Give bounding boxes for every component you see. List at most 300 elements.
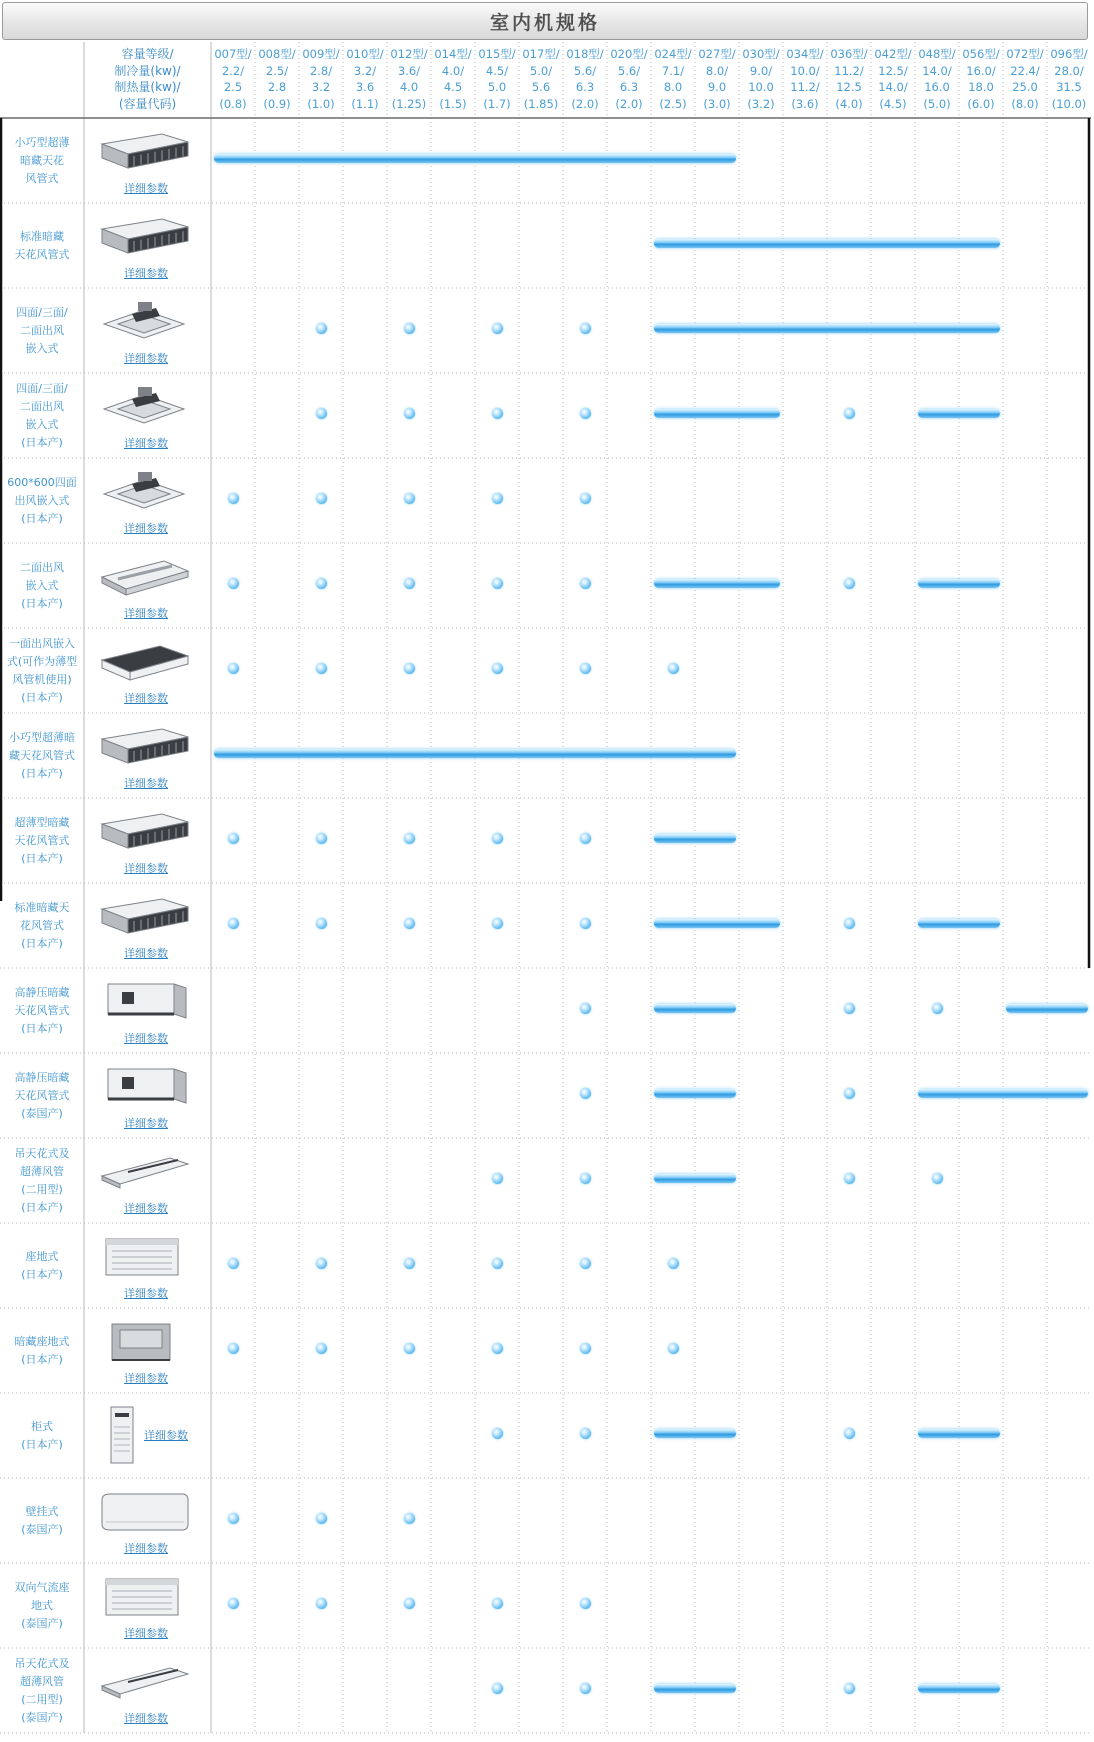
- availability-range-bar: [654, 1174, 736, 1183]
- availability-range-bar: [1006, 1004, 1088, 1013]
- detail-params-link[interactable]: 详细参数: [124, 1712, 168, 1725]
- row-name-line: 壁挂式: [25, 1504, 59, 1518]
- header-model: 048型/: [918, 47, 956, 61]
- row-name-line: 天花风管式: [14, 833, 70, 847]
- row-name-line: 小巧型超薄暗: [9, 730, 75, 744]
- availability-dot: [316, 1258, 327, 1269]
- header-model: 010型/: [346, 47, 384, 61]
- availability-dot: [228, 918, 239, 929]
- header-col-036型: [827, 46, 871, 112]
- header-model: 014型/: [434, 47, 472, 61]
- row-name-line: 吊天花式及: [14, 1146, 70, 1160]
- row-name-1: [0, 203, 84, 288]
- header-model: 018型/: [566, 47, 604, 61]
- floor-standing-icon: [98, 1237, 192, 1279]
- header-cool: 3.6/: [397, 63, 421, 78]
- availability-dot: [668, 1258, 679, 1269]
- product-thumbnail: [84, 883, 211, 968]
- header-col-096型: [1047, 46, 1091, 112]
- availability-dot: [492, 408, 503, 419]
- availability-dot: [228, 578, 239, 589]
- availability-dot: [404, 1598, 415, 1609]
- page-title: 室内机规格: [489, 11, 600, 34]
- ducted-unit-icon: [98, 132, 192, 174]
- header-heat: 11.2/: [790, 80, 820, 94]
- header-heat: 5.0: [487, 80, 507, 94]
- availability-dot: [316, 833, 327, 844]
- availability-dot: [404, 408, 415, 419]
- availability-dot: [492, 1173, 503, 1184]
- header-heat: 25.0: [1012, 80, 1038, 94]
- header-code: (3.0): [703, 96, 731, 111]
- header-heat: 5.6: [531, 80, 551, 94]
- product-thumbnail: [84, 203, 211, 288]
- row-name-line: 超薄风管: [20, 1164, 64, 1178]
- header-col-020型: [607, 46, 651, 112]
- row-name-12: [0, 1138, 84, 1223]
- detail-params-link[interactable]: 详细参数: [124, 1627, 168, 1640]
- detail-params-link[interactable]: 详细参数: [124, 1287, 168, 1300]
- header-col-007型: [211, 46, 255, 112]
- availability-dot: [404, 578, 415, 589]
- availability-dot: [668, 1343, 679, 1354]
- detail-params-link[interactable]: 详细参数: [124, 1202, 168, 1215]
- availability-dot: [492, 1428, 503, 1439]
- availability-range-bar: [654, 1429, 736, 1438]
- row-name-line: (日本产): [21, 1352, 63, 1366]
- row-name-line: 暗藏座地式: [14, 1334, 70, 1348]
- availability-dot: [492, 918, 503, 929]
- availability-range-bar: [654, 239, 1000, 248]
- header-heat: 10.0: [748, 80, 774, 94]
- row-name-line: 超薄型暗藏: [14, 815, 70, 829]
- header-code: (1.0): [307, 96, 335, 111]
- ducted-unit-icon: [98, 217, 192, 259]
- availability-dot: [316, 918, 327, 929]
- header-heat: 12.5: [836, 80, 862, 94]
- row-name-line: (二用型): [21, 1182, 63, 1196]
- row-name-line: 吊天花式及: [14, 1656, 70, 1670]
- availability-dot: [316, 493, 327, 504]
- high-static-ducted-icon: [98, 1067, 192, 1109]
- availability-dot: [228, 663, 239, 674]
- header-code: (2.0): [571, 96, 599, 111]
- ducted-unit-icon: [98, 897, 192, 939]
- header-col-027型: [695, 46, 739, 112]
- row-name-6: [0, 628, 84, 713]
- header-heat: 31.5: [1056, 80, 1082, 94]
- header-code: (6.0): [967, 96, 995, 111]
- header-cool: 11.2/: [834, 63, 864, 78]
- row-name-9: [0, 883, 84, 968]
- row-name-line: 出风嵌入式: [14, 493, 70, 507]
- header-heat: 3.6: [355, 80, 375, 94]
- header-col-008型: [255, 46, 299, 112]
- product-thumbnail: [84, 118, 211, 203]
- detail-params-link[interactable]: 详细参数: [124, 777, 168, 790]
- availability-dot: [580, 833, 591, 844]
- row-name-line: 标准暗藏: [20, 229, 64, 243]
- product-thumbnail: [84, 373, 211, 458]
- availability-range-bar: [654, 579, 780, 588]
- row-name-5: [0, 543, 84, 628]
- availability-range-bar: [654, 1004, 736, 1013]
- header-col-056型: [959, 46, 1003, 112]
- header-model: 056型/: [962, 47, 1000, 61]
- header-col-024型: [651, 46, 695, 112]
- product-thumbnail: [84, 1308, 211, 1393]
- header-col-030型: [739, 46, 783, 112]
- header-model: 012型/: [390, 47, 428, 61]
- header-heat: 9.0: [707, 80, 727, 94]
- header-cool: 4.5/: [485, 63, 509, 78]
- header-heat: 2.8: [267, 80, 287, 94]
- row-name-line: 双向气流座: [14, 1580, 70, 1594]
- availability-dot: [404, 493, 415, 504]
- row-name-line: 二面出风: [20, 399, 64, 413]
- cassette-unit-icon: [98, 302, 192, 344]
- row-name-line: 地式: [31, 1598, 53, 1612]
- header-code: (1.7): [483, 96, 511, 111]
- availability-dot: [580, 1258, 591, 1269]
- row-name-line: (日本产): [21, 1200, 63, 1214]
- row-name-line: 天花风管式: [14, 247, 70, 261]
- header-cool: 2.2/: [221, 63, 245, 78]
- product-thumbnail: [84, 1138, 211, 1223]
- detail-params-link[interactable]: 详细参数: [124, 267, 168, 280]
- detail-params-link[interactable]: 详细参数: [124, 1372, 168, 1385]
- row-name-line: 嵌入式: [25, 578, 59, 592]
- row-name-line: (日本产): [21, 936, 63, 950]
- two-way-cassette-icon: [98, 557, 192, 599]
- availability-range-bar: [654, 919, 780, 928]
- header-col-009型: [299, 46, 343, 112]
- availability-dot: [844, 408, 855, 419]
- row-name-3: [0, 373, 84, 458]
- row-name-line: (泰国产): [21, 1106, 63, 1120]
- product-thumbnail: [84, 1648, 211, 1733]
- detail-params-link[interactable]: 详细参数: [124, 522, 168, 535]
- row-name-line: 藏天花风管式: [9, 748, 75, 762]
- row-name-17: [0, 1563, 84, 1648]
- availability-range-bar: [918, 1429, 1000, 1438]
- row-name-line: 座地式: [25, 1249, 59, 1263]
- row-name-line: 四面/三面/: [16, 305, 68, 319]
- row-name-0: [0, 118, 84, 203]
- product-thumbnail: [84, 1393, 211, 1478]
- header-label-line: 制冷量(kw)/: [114, 63, 181, 78]
- availability-dot: [844, 918, 855, 929]
- availability-dot: [492, 1258, 503, 1269]
- availability-dot: [492, 493, 503, 504]
- ceiling-suspended-icon: [98, 1662, 192, 1704]
- row-name-line: (日本产): [21, 511, 63, 525]
- ducted-unit-icon: [98, 812, 192, 854]
- header-code: (8.0): [1011, 96, 1039, 111]
- cassette-unit-icon: [98, 472, 192, 514]
- row-name-line: 式(可作为薄型: [6, 654, 78, 668]
- availability-dot: [492, 833, 503, 844]
- availability-dot: [580, 1683, 591, 1694]
- header-code: (1.5): [439, 96, 467, 111]
- availability-dot: [228, 493, 239, 504]
- header-heat: 4.0: [399, 80, 419, 94]
- availability-dot: [668, 663, 679, 674]
- availability-dot: [580, 493, 591, 504]
- availability-dot: [932, 1173, 943, 1184]
- header-model: 034型/: [786, 47, 824, 61]
- header-label-line: 制热量(kw)/: [114, 80, 181, 94]
- header-code: (10.0): [1051, 96, 1087, 111]
- row-name-line: (二用型): [21, 1692, 63, 1706]
- availability-dot: [316, 1343, 327, 1354]
- header-cool: 4.0/: [441, 63, 465, 78]
- header-model: 020型/: [610, 47, 648, 61]
- wall-mounted-icon: [98, 1492, 192, 1534]
- row-name-line: 二面出风: [20, 323, 64, 337]
- header-capacity-label: [84, 46, 211, 112]
- row-name-line: (日本产): [21, 851, 63, 865]
- availability-dot: [492, 1683, 503, 1694]
- header-model: 017型/: [522, 47, 560, 61]
- detail-params-link[interactable]: 详细参数: [124, 862, 168, 875]
- row-name-7: [0, 713, 84, 798]
- header-col-072型: [1003, 46, 1047, 112]
- header-code: (1.85): [523, 96, 559, 111]
- availability-dot: [580, 408, 591, 419]
- availability-dot: [580, 1088, 591, 1099]
- row-name-line: 天花风管式: [14, 1003, 70, 1017]
- row-name-line: 高静压暗藏: [14, 985, 70, 999]
- header-model: 027型/: [698, 47, 736, 61]
- row-name-line: (日本产): [21, 596, 63, 610]
- detail-params-link[interactable]: 详细参数: [124, 1032, 168, 1045]
- one-way-cassette-icon: [98, 642, 192, 684]
- row-name-line: (泰国产): [21, 1616, 63, 1630]
- availability-dot: [844, 1173, 855, 1184]
- row-name-line: 天花风管式: [14, 1088, 70, 1102]
- header-cool: 5.6/: [617, 63, 641, 78]
- availability-dot: [492, 663, 503, 674]
- availability-range-bar: [918, 579, 1000, 588]
- availability-dot: [932, 1003, 943, 1014]
- header-cool: 3.2/: [353, 63, 377, 78]
- row-name-line: 一面出风嵌入: [9, 636, 75, 650]
- row-name-line: 二面出风: [20, 560, 64, 574]
- header-cool: 12.5/: [878, 63, 908, 78]
- header-col-014型: [431, 46, 475, 112]
- availability-dot: [316, 578, 327, 589]
- availability-dot: [228, 833, 239, 844]
- header-model: 096型/: [1050, 47, 1088, 61]
- row-name-16: [0, 1478, 84, 1563]
- row-name-4: [0, 458, 84, 543]
- detail-params-link[interactable]: 详细参数: [124, 1117, 168, 1130]
- header-heat: 14.0/: [878, 80, 908, 94]
- detail-params-link[interactable]: 详细参数: [124, 352, 168, 365]
- detail-params-link[interactable]: 详细参数: [124, 1542, 168, 1555]
- row-name-line: 600*600四面: [7, 475, 77, 489]
- row-name-line: 高静压暗藏: [14, 1070, 70, 1084]
- availability-range-bar: [654, 324, 1000, 333]
- availability-range-bar: [654, 409, 780, 418]
- header-model: 007型/: [214, 47, 252, 61]
- availability-dot: [228, 1343, 239, 1354]
- availability-range-bar: [654, 1089, 736, 1098]
- header-model: 008型/: [258, 47, 296, 61]
- header-heat: 2.5: [223, 80, 243, 94]
- availability-dot: [580, 663, 591, 674]
- availability-dot: [316, 1598, 327, 1609]
- availability-dot: [580, 1173, 591, 1184]
- row-name-line: (日本产): [21, 435, 63, 449]
- row-name-10: [0, 968, 84, 1053]
- header-label-line: 容量等级/: [121, 47, 174, 61]
- row-name-line: 嵌入式: [25, 417, 59, 431]
- availability-dot: [404, 323, 415, 334]
- availability-dot: [228, 1258, 239, 1269]
- row-name-line: (泰国产): [21, 1522, 63, 1536]
- header-model: 030型/: [742, 47, 780, 61]
- availability-dot: [228, 1598, 239, 1609]
- cassette-unit-icon: [98, 387, 192, 429]
- availability-dot: [404, 1513, 415, 1524]
- row-name-13: [0, 1223, 84, 1308]
- header-col-042型: [871, 46, 915, 112]
- header-code: (1.25): [391, 96, 427, 111]
- availability-dot: [492, 1598, 503, 1609]
- row-name-line: (日本产): [21, 1021, 63, 1035]
- header-cool: 28.0/: [1054, 63, 1084, 78]
- product-thumbnail: [84, 458, 211, 543]
- header-model: 009型/: [302, 47, 340, 61]
- product-thumbnail: [84, 1223, 211, 1308]
- product-thumbnail: [84, 628, 211, 713]
- floor-standing-icon: [98, 1577, 192, 1619]
- header-col-048型: [915, 46, 959, 112]
- product-thumbnail: [84, 713, 211, 798]
- availability-dot: [580, 578, 591, 589]
- header-code: (1.1): [351, 96, 379, 111]
- availability-dot: [492, 323, 503, 334]
- availability-dot: [404, 918, 415, 929]
- availability-dot: [404, 833, 415, 844]
- availability-dot: [316, 663, 327, 674]
- row-name-line: 柜式: [31, 1419, 53, 1433]
- header-cool: 22.4/: [1010, 63, 1040, 78]
- availability-range-bar: [918, 919, 1000, 928]
- availability-dot: [316, 1513, 327, 1524]
- row-name-line: 小巧型超薄: [14, 135, 70, 149]
- availability-range-bar: [654, 834, 736, 843]
- row-name-11: [0, 1053, 84, 1138]
- header-code: (0.8): [219, 96, 247, 111]
- detail-params-link[interactable]: 详细参数: [124, 607, 168, 620]
- detail-params-link[interactable]: 详细参数: [124, 692, 168, 705]
- detail-params-link[interactable]: 详细参数: [144, 1429, 188, 1442]
- header-cool: 2.5/: [265, 63, 289, 78]
- ducted-unit-icon: [98, 727, 192, 769]
- row-name-14: [0, 1308, 84, 1393]
- row-name-line: 花风管式: [20, 918, 64, 932]
- row-name-18: [0, 1648, 84, 1733]
- product-thumbnail: [84, 968, 211, 1053]
- product-thumbnail: [84, 288, 211, 373]
- availability-dot: [580, 1003, 591, 1014]
- product-thumbnail: [84, 1478, 211, 1563]
- header-code: (3.2): [747, 96, 775, 111]
- availability-dot: [404, 1258, 415, 1269]
- row-name-line: 风管式: [25, 171, 59, 185]
- header-model: 072型/: [1006, 47, 1044, 61]
- availability-range-bar: [214, 154, 736, 163]
- detail-params-link[interactable]: 详细参数: [124, 437, 168, 450]
- availability-dot: [228, 1513, 239, 1524]
- row-name-line: (日本产): [21, 1267, 63, 1281]
- header-code: (2.5): [659, 96, 687, 111]
- row-name-line: 四面/三面/: [16, 381, 68, 395]
- header-cool: 8.0/: [705, 63, 729, 78]
- availability-dot: [316, 408, 327, 419]
- availability-dot: [580, 918, 591, 929]
- availability-dot: [844, 1683, 855, 1694]
- row-name-line: (日本产): [21, 1437, 63, 1451]
- product-thumbnail: [84, 543, 211, 628]
- row-name-line: 标准暗藏天: [14, 900, 70, 914]
- row-name-line: 风管机使用): [12, 672, 72, 686]
- header-col-034型: [783, 46, 827, 112]
- header-cool: 5.6/: [573, 63, 597, 78]
- detail-params-link[interactable]: 详细参数: [124, 182, 168, 195]
- availability-range-bar: [654, 1684, 736, 1693]
- availability-dot: [404, 1343, 415, 1354]
- header-heat: 6.3: [619, 80, 639, 94]
- header-heat: 16.0: [924, 80, 950, 94]
- availability-range-bar: [918, 409, 1000, 418]
- header-code: (2.0): [615, 96, 643, 111]
- row-name-2: [0, 288, 84, 373]
- header-code: (4.5): [879, 96, 907, 111]
- availability-dot: [316, 323, 327, 334]
- availability-dot: [844, 578, 855, 589]
- concealed-floor-icon: [98, 1322, 192, 1364]
- header-col-017型: [519, 46, 563, 112]
- row-name-8: [0, 798, 84, 883]
- availability-dot: [580, 1343, 591, 1354]
- header-cool: 14.0/: [922, 63, 952, 78]
- header-code: (0.9): [263, 96, 291, 111]
- header-heat: 8.0: [663, 80, 683, 94]
- row-name-15: [0, 1393, 84, 1478]
- product-thumbnail: [84, 1563, 211, 1648]
- availability-dot: [580, 323, 591, 334]
- product-thumbnail: [84, 1053, 211, 1138]
- row-name-line: 嵌入式: [25, 341, 59, 355]
- header-code: (3.6): [791, 96, 819, 111]
- detail-params-link[interactable]: 详细参数: [124, 947, 168, 960]
- header-model: 042型/: [874, 47, 912, 61]
- header-heat: 3.2: [311, 80, 331, 94]
- availability-dot: [844, 1088, 855, 1099]
- header-heat: 6.3: [575, 80, 595, 94]
- availability-dot: [492, 578, 503, 589]
- availability-range-bar: [214, 749, 736, 758]
- header-heat: 18.0: [968, 80, 994, 94]
- header-cool: 2.8/: [309, 63, 333, 78]
- availability-dot: [844, 1428, 855, 1439]
- availability-dot: [580, 1598, 591, 1609]
- header-model: 036型/: [830, 47, 868, 61]
